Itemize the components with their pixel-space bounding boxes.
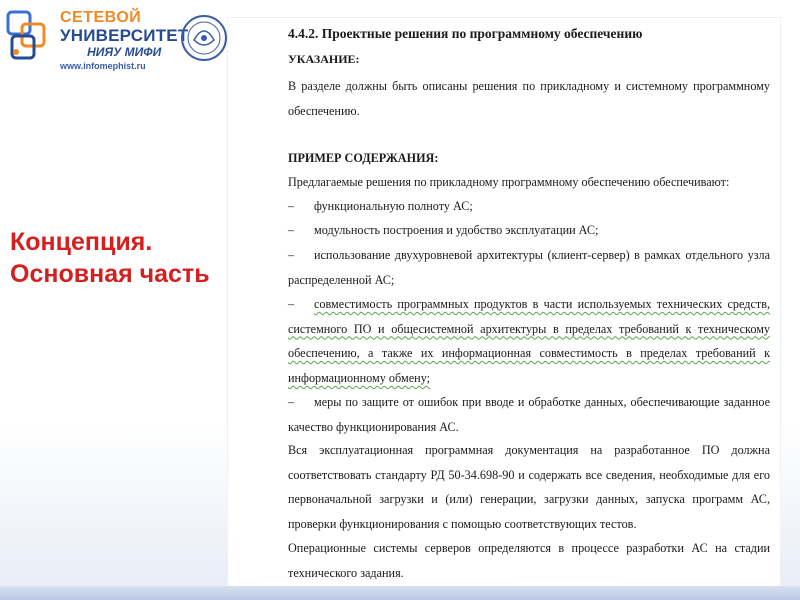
list-item-text: функциональную полноту АС; xyxy=(314,199,473,213)
list-item-text: совместимость программных продуктов в части используемых технических средств, системного ПО и общесистемной архитектуры в пределах требований к техническому обеспечению, а также их информационная совместимость в пределах требований к информационному обмену; xyxy=(288,297,770,385)
note-label: УКАЗАНИЕ: xyxy=(288,52,360,66)
paragraph-documentation: Вся эксплуатационная программная документация на разработанное ПО должна соответствовать стандарту РД 50-34.698-90 и содержать все сведения, необходимые для его первоначальной загрузки и (или) генерации, загрузки данных, запуска программ АС, проверки функционирования с помощью соответствующих тестов. xyxy=(288,443,770,531)
document-heading: 4.4.2. Проектные решения по программному обеспечению xyxy=(288,26,643,41)
intro-text: Предлагаемые решения по прикладному программному обеспечению обеспечивают: xyxy=(288,175,730,189)
document-page xyxy=(228,18,780,590)
list-item xyxy=(288,243,770,292)
logo-line3: НИЯУ МИФИ xyxy=(87,45,162,59)
list-item-text: модульность построения и удобство эксплуатации АС; xyxy=(314,223,599,237)
university-seal-icon xyxy=(180,10,228,66)
logo-line1: СЕТЕВОЙ xyxy=(60,9,142,26)
logo-line2: УНИВЕРСИТЕТ xyxy=(60,26,189,45)
slide-title: Концепция. Основная часть xyxy=(10,228,210,288)
logo-wordmark xyxy=(60,10,188,71)
list-dash: – xyxy=(288,297,295,311)
list-item xyxy=(288,292,770,390)
list-item xyxy=(288,218,770,243)
list-item-text: меры по защите от ошибок при вводе и обработке данных, обеспечивающие заданное качество функционирования АС. xyxy=(288,395,770,434)
list-dash: – xyxy=(288,395,295,409)
logo-squares-icon xyxy=(4,8,52,62)
example-label: ПРИМЕР СОДЕРЖАНИЯ: xyxy=(288,151,439,165)
list-dash: – xyxy=(288,248,295,262)
network-university-logo xyxy=(0,0,189,74)
list-item xyxy=(288,194,770,219)
bottom-decoration xyxy=(0,586,800,600)
list-dash: – xyxy=(288,223,295,237)
paragraph-servers: Операционные системы серверов определяются в процессе разработки АС на стадии технического задания. xyxy=(288,541,770,580)
logo-url: www.infomephist.ru xyxy=(60,61,146,71)
note-text: В разделе должны быть описаны решения по прикладному и системному программному обеспечению. xyxy=(288,79,770,118)
list-dash: – xyxy=(288,199,295,213)
list-item-text: использование двухуровневой архитектуры (клиент-сервер) в рамках отдельного узла распределенной АС; xyxy=(288,248,770,287)
list-item xyxy=(288,390,770,439)
